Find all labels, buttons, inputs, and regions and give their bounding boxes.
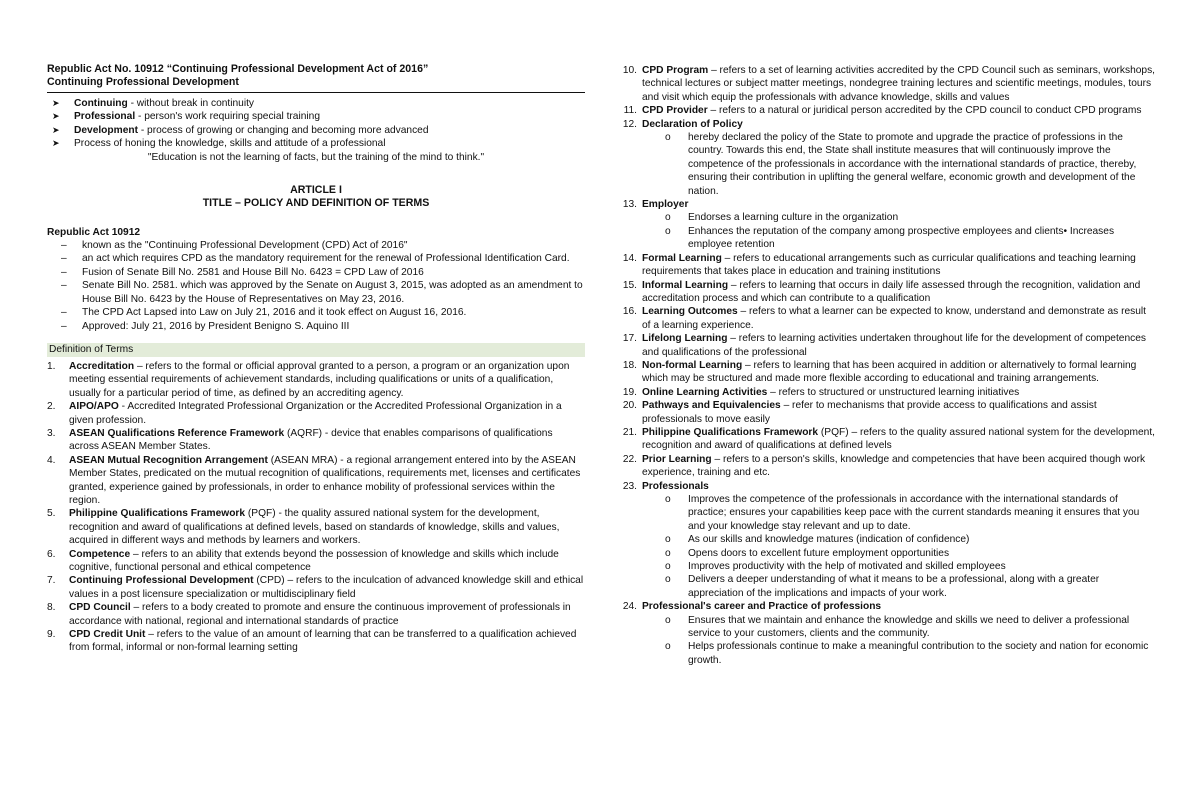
circle-bullet-icon: o [665,534,671,546]
definition-item [617,600,1157,667]
definition-term: Employer [642,199,689,211]
definition-number: 1. [47,360,56,372]
sub-item [642,640,1157,667]
definition-item [47,574,585,601]
definition-number: 3. [47,427,56,439]
definition-item [47,548,585,575]
definition-term: CPD Program [642,65,709,76]
definition-text: – refer to mechanisms that provide access to qualifications and assist professionals to move easily [642,400,1097,425]
definition-text: – refers to learning that has been acquired in addition or alternatively to formal learning which may be structured and made more flexible according to educational and training arrangements. [642,359,1137,385]
intro-term: Continuing [74,97,128,109]
ra-item [47,266,585,279]
definition-number: 11. [623,105,637,117]
right-column [617,64,1157,667]
sub-item-text: Improves the competence of the professionals in accordance with the international standards of practice; ensures your capabilities keep pace with the current standards meaning it ensures that you and your knowledge stay relevant and up to date. [688,494,1140,532]
definition-term: Professionals [642,480,709,492]
definition-term: ASEAN Qualifications Reference Framework [69,427,285,439]
definition-term: Competence [69,548,131,560]
definition-number: 14. [622,252,637,264]
intro-term: Development [74,124,138,136]
ra-list [47,239,585,333]
circle-bullet-icon: o [665,614,671,626]
sub-item-text: Improves productivity with the help of motivated and skilled employees [688,561,1006,573]
definition-text: – refers to educational arrangements such as curricular qualifications and teaching learning requirements that takes place in education and training institutions [642,252,1136,278]
dash-bullet-icon: – [61,266,67,278]
definition-item [47,400,585,427]
definition-term: Philippine Qualifications Framework [642,426,819,438]
definition-item [617,453,1157,480]
definition-item [617,386,1157,399]
definition-text: – refers to the formal or official approval granted to a person, a program or an organization upon meeting essential requirements of achievement standards, including qualifications or units of a qualification, usually for a particular period of time, as defined by an accrediting agency. [69,360,570,399]
ra-item-text: Approved: July 21, 2016 by President Benigno S. Aquino III [82,320,350,332]
left-column [47,63,585,655]
document-title [47,63,585,90]
dash-bullet-icon: – [61,240,67,252]
definition-number: 13. [622,199,637,211]
definition-item [617,305,1157,332]
ra-item [47,320,585,333]
definitions-list-left [47,360,585,655]
definition-item [617,198,1157,252]
intro-text: Process of honing the knowledge, skills and attitude of a professional [74,138,386,150]
definition-number: 20. [622,400,637,412]
sub-item-text: Helps professionals continue to make a meaningful contribution to the society and nation for economic growth. [688,641,1149,666]
definition-text: - Accredited Integrated Professional Organization or the Accredited Professional Organization in a given profession. [69,401,562,426]
ra-item-text: Senate Bill No. 2581. which was approved by the Senate on August 3, 2015, was adopted as an amendment to House Bill No. 6423 by the House of Representatives on May 23, 2016. [82,280,583,305]
definition-text: – refers to the value of an amount of learning that can be transferred to a qualification achieved from formal, informal or non-formal learning setting [69,629,577,654]
intro-text: - person's work requiring special training [135,111,320,123]
definitions-section-label: Definition of Terms [47,343,585,357]
definition-number: 17. [622,333,637,345]
definition-text: – refers to what a learner can be expected to know, understand and demonstrate as result of a learning experience. [642,306,1146,331]
sub-item [642,560,1157,573]
definition-term: Learning Outcomes [642,306,738,318]
circle-bullet-icon: o [665,132,671,144]
definition-term: CPD Provider [642,105,708,117]
circle-bullet-icon: o [665,574,671,586]
definition-term: Lifelong Learning [642,333,728,345]
circle-bullet-icon: o [665,641,671,653]
definition-item [617,426,1157,453]
definition-term: CPD Credit Unit [69,629,146,641]
definition-item [47,454,585,508]
sub-item-text: Opens doors to excellent future employment opportunities [688,547,950,559]
definition-text: – refers to an ability that extends beyond the possession of knowledge and skills which include cognitive, functional personal and ethical competence [69,548,559,573]
circle-bullet-icon: o [665,225,671,237]
intro-term: Professional [74,111,136,123]
dash-bullet-icon: – [61,253,67,265]
sub-item [642,614,1157,641]
ra-item [47,239,585,252]
ra-item [47,279,585,306]
intro-item [47,97,585,110]
definition-text: – refers to a set of learning activities accredited by the CPD Council such as seminars, workshops, technical lectures or subject matter meetings, nondegree training lectures and scientific meetings, modules, tours and visit which equip the professionals with advance knowledge, skills and values [642,65,1155,103]
definition-item [47,360,585,400]
sub-item [642,573,1157,600]
intro-item [47,124,585,137]
sub-item [642,211,1157,224]
definition-item [47,427,585,454]
definition-term: AIPO/APO [69,401,119,413]
sub-item [642,131,1157,198]
definition-text: (ASEAN MRA) - a regional arrangement entered into by the ASEAN Member States, predicated on the mutual recognition of qualifications, requirements met, licenses and certificates granted, experience gained by professionals, in order to enhance mobility of professional services within the region. [69,454,581,506]
definition-number: 9. [47,629,56,641]
definition-term: Accreditation [69,360,135,372]
intro-text: - process of growing or changing and becoming more advanced [137,124,429,136]
definition-text: – refers to learning activities undertaken throughout life for the development of competences and qualifications of the professional [642,333,1146,358]
definition-item [47,628,585,655]
definition-number: 23. [622,480,637,492]
definition-item [617,118,1157,198]
definition-number: 16. [622,306,637,318]
ra-heading: Republic Act 10912 [47,226,141,238]
definition-number: 24. [622,601,637,613]
article-title: TITLE – POLICY AND DEFINITION OF TERMS [202,197,430,210]
article-heading [47,184,585,211]
definition-term: Prior Learning [642,453,712,465]
definition-text: – refers to a person's skills, knowledge and competencies that have been acquired though work experience, training and etc. [642,453,1146,479]
definition-number: 8. [47,602,56,614]
definition-term: Non-formal Learning [642,359,743,371]
definition-text: – refers to learning that occurs in daily life assessed through the recognition, validation and accreditation process and which can contribute to a qualification [642,279,1141,304]
definition-text: (PQF) – refers to the quality assured national system for the development, recognition and award of qualifications at defined levels [642,426,1155,452]
sub-item-text: hereby declared the policy of the State to promote and upgrade the practice of professions in the country. Towards this end, the State shall institute measures that will continuously improve the competence of the professionals in accordance with the international standards of practice, thereby, ensuring their contribution in uplifting the general welfare, economic growth and development of the nation. [688,132,1137,197]
quote: "Education is not the learning of facts, but the training of the mind to think." [147,152,485,164]
definition-text: – refers to a natural or juridical person accredited by the CPD council to conduct CPD programs [707,105,1142,117]
intro-text: - without break in continuity [127,97,255,109]
definition-text: – refers to a body created to promote and ensure the continuous improvement of professionals in accordance with national, regional and international standards of practice [69,602,571,627]
title-line-2: Continuing Professional Development [47,76,239,89]
intro-item [47,110,585,123]
definition-number: 18. [622,359,637,371]
sub-list [642,211,1157,251]
sub-list [642,493,1157,600]
sub-item [642,533,1157,546]
definition-number: 15. [622,279,637,291]
definition-term: CPD Council [69,602,131,614]
definition-number: 22. [622,453,637,465]
sub-item-text: As our skills and knowledge matures (indication of confidence) [688,534,970,546]
definition-item [617,104,1157,117]
definition-term: Declaration of Policy [642,118,743,130]
definition-text: – refers to structured or unstructured learning initiatives [767,386,1020,398]
sub-item [642,225,1157,252]
definition-number: 6. [47,548,56,560]
sub-item-text: Ensures that we maintain and enhance the knowledge and skills we need to deliver a professional service to your customers, clients and the community. [688,614,1130,640]
arrow-bullet-icon: ➤ [52,111,60,122]
definition-item [617,279,1157,306]
definition-item [47,601,585,628]
definition-number: 19. [622,386,637,398]
definition-term: Professional's career and Practice of professions [642,601,882,613]
definition-number: 12. [622,118,637,130]
definition-number: 5. [47,508,56,520]
definition-term: Continuing Professional Development [69,575,254,587]
ra-item-text: an act which requires CPD as the mandatory requirement for the renewal of Professional Identification Card. [82,253,570,265]
definition-item [617,399,1157,426]
circle-bullet-icon: o [665,494,671,505]
sub-item [642,547,1157,560]
definition-item [617,332,1157,359]
ra-item [47,252,585,265]
definition-text: (AQRF) - device that enables comparisons of qualifications across ASEAN Member States. [69,427,553,453]
dash-bullet-icon: – [61,280,67,292]
definition-item [617,252,1157,279]
title-line-1: Republic Act No. 10912 “Continuing Professional Development Act of 2016” [47,63,429,75]
definition-number: 21. [622,426,637,438]
definition-text: (PQF) - the quality assured national system for the development, recognition and award of qualifications at defined levels, based on standards of knowledge, skills and values, acquired in different ways and methods by learners and workers. [69,508,560,547]
definition-item [617,64,1157,104]
definition-item [47,507,585,547]
definition-number: 10. [622,65,637,76]
ra-item [47,306,585,319]
article-number: ARTICLE I [290,183,342,196]
intro-item [47,137,585,150]
definition-term: Online Learning Activities [642,386,768,398]
definition-term: Informal Learning [642,279,729,291]
definition-term: ASEAN Mutual Recognition Arrangement [69,454,268,466]
arrow-bullet-icon: ➤ [52,97,60,108]
definition-term: Formal Learning [642,252,722,264]
dash-bullet-icon: – [61,307,67,319]
definition-item [617,480,1157,601]
circle-bullet-icon: o [665,212,671,224]
definition-term: Pathways and Equivalencies [642,400,781,412]
intro-list [47,97,585,151]
ra-item-text: known as the "Continuing Professional Development (CPD) Act of 2016" [82,240,408,252]
definition-term: Philippine Qualifications Framework [69,508,246,520]
definitions-list-right [617,64,1157,667]
circle-bullet-icon: o [665,561,671,573]
definition-number: 2. [47,401,56,413]
circle-bullet-icon: o [665,547,671,559]
dash-bullet-icon: – [61,320,67,332]
sub-item-text: Delivers a deeper understanding of what it means to be a professional, along with a greater appreciation of the implications and impacts of your work. [688,574,1100,599]
ra-item-text: Fusion of Senate Bill No. 2581 and House Bill No. 6423 = CPD Law of 2016 [82,266,424,278]
sub-item [642,493,1157,533]
arrow-bullet-icon: ➤ [52,138,60,149]
ra-item-text: The CPD Act Lapsed into Law on July 21, 2016 and it took effect on August 16, 2016. [82,307,467,319]
title-divider [47,92,585,93]
definition-text: (CPD) – refers to the inculcation of advanced knowledge skill and ethical values in a post licensure specialization or multidisciplinary field [69,575,584,600]
arrow-bullet-icon: ➤ [52,124,60,135]
sub-list [642,131,1157,198]
sub-item-text: Endorses a learning culture in the organization [688,212,899,224]
definition-item [617,359,1157,386]
sub-list [642,614,1157,668]
sub-item-text: Enhances the reputation of the company among prospective employees and clients• Increases employee retention [688,225,1115,251]
definition-number: 4. [47,454,56,466]
definition-number: 7. [47,575,56,587]
